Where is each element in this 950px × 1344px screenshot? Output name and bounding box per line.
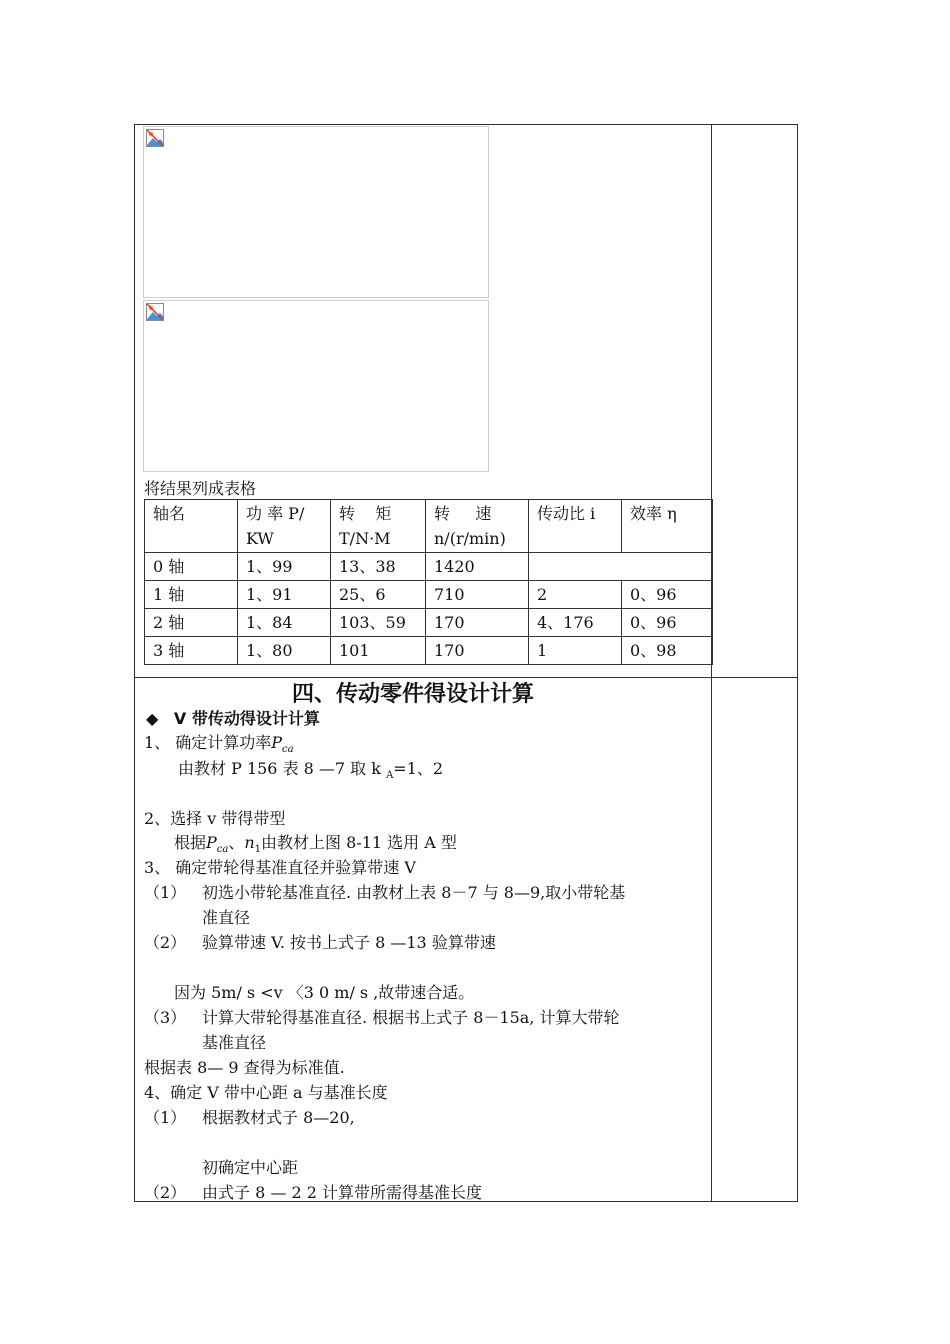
table-cell: 1、84 bbox=[238, 609, 331, 637]
result-caption: 将结果列成表格 bbox=[144, 479, 257, 498]
table-cell: 4、176 bbox=[529, 609, 622, 637]
table-row bbox=[145, 581, 713, 609]
lower-right-column-divider bbox=[711, 677, 712, 1202]
header-cell: 轴名 bbox=[145, 500, 238, 553]
step-2-detail-prefix: 根据 bbox=[174, 833, 207, 852]
table-cell: 103、59 bbox=[331, 609, 426, 637]
broken-image-icon bbox=[146, 303, 164, 321]
table-cell: 170 bbox=[426, 637, 529, 665]
table-cell: 1、91 bbox=[238, 581, 331, 609]
table-cell: 1420 bbox=[426, 553, 529, 581]
table-row bbox=[145, 553, 713, 581]
table-cell: 170 bbox=[426, 609, 529, 637]
subscript-a: A bbox=[386, 770, 394, 782]
step-1-detail-value: =1、2 bbox=[393, 759, 444, 778]
broken-image-2 bbox=[143, 300, 489, 472]
table-cell: 2 轴 bbox=[145, 609, 238, 637]
standard-value-note: 根据表 8— 9 查得为标准值. bbox=[144, 1058, 345, 1077]
table-cell: 710 bbox=[426, 581, 529, 609]
step-4-2-num: （2） bbox=[144, 1183, 187, 1202]
step-3: 3、 确定带轮得基准直径并验算带速 V bbox=[144, 858, 416, 877]
step-2-detail-text: 由教材上图 8-11 选用 A 型 bbox=[261, 833, 457, 852]
table-cell: 1、80 bbox=[238, 637, 331, 665]
subscript-1: 1 bbox=[254, 844, 262, 856]
step-3-1-text-cont: 准直径 bbox=[202, 908, 251, 927]
speed-check-note: 因为 5m/ s <v 〈3 0 m/ s ,故带速合适。 bbox=[174, 983, 475, 1002]
table-header-row bbox=[145, 500, 713, 553]
step-4: 4、确定 V 带中心距 a 与基准长度 bbox=[144, 1083, 388, 1102]
table-cell: 25、6 bbox=[331, 581, 426, 609]
step-3-1-num: （1） bbox=[144, 883, 187, 902]
broken-image-icon bbox=[146, 129, 164, 147]
subsection-heading bbox=[146, 706, 320, 729]
table-row bbox=[145, 637, 713, 665]
step-3-2-num: （2） bbox=[144, 933, 187, 952]
symbol-p: P bbox=[271, 733, 283, 752]
bullet-diamond-icon: ◆ bbox=[146, 709, 159, 728]
symbol-n: n bbox=[244, 833, 255, 852]
section-title: 四、传动零件得设计计算 bbox=[292, 682, 535, 707]
step-3-3-num: （3） bbox=[144, 1008, 187, 1027]
step-1-detail bbox=[178, 756, 443, 781]
table-cell: 13、38 bbox=[331, 553, 426, 581]
header-cell: 转 速 n/(r/min) bbox=[426, 500, 529, 553]
table-cell: 0、96 bbox=[622, 581, 713, 609]
step-1-text: 1、 确定计算功率 bbox=[144, 733, 272, 752]
table-cell: 1、99 bbox=[238, 553, 331, 581]
step-3-2-text: 验算带速 V. 按书上式子 8 —13 验算带速 bbox=[202, 933, 496, 952]
step-4-1-num: （1） bbox=[144, 1108, 187, 1127]
center-distance-note: 初确定中心距 bbox=[202, 1158, 299, 1177]
header-cell: 转 矩 T/N·M bbox=[331, 500, 426, 553]
step-4-1-text: 根据教材式子 8—20, bbox=[202, 1108, 355, 1127]
subscript-ca: ca bbox=[282, 744, 294, 756]
table-cell: 101 bbox=[331, 637, 426, 665]
step-3-3-text: 计算大带轮得基准直径. 根据书上式子 8－15a, 计算大带轮 bbox=[202, 1008, 620, 1027]
header-cell: 传动比 i bbox=[529, 500, 622, 553]
separator: 、 bbox=[228, 833, 245, 852]
step-1 bbox=[144, 730, 294, 755]
step-3-1-text: 初选小带轮基准直径. 由教材上表 8－7 与 8—9,取小带轮基 bbox=[202, 883, 626, 902]
table-cell-merged-empty bbox=[529, 553, 713, 581]
table-cell: 1 轴 bbox=[145, 581, 238, 609]
symbol-p: P bbox=[206, 833, 217, 852]
table-cell: 2 bbox=[529, 581, 622, 609]
subscript-ca: ca bbox=[216, 844, 229, 856]
results-table bbox=[144, 499, 713, 665]
step-2-detail bbox=[174, 830, 457, 855]
step-1-detail-text: 由教材 P 156 表 8 —7 取 k bbox=[178, 759, 387, 778]
step-3-3-text-cont: 基准直径 bbox=[202, 1033, 267, 1052]
header-cell: 功 率 P/ KW bbox=[238, 500, 331, 553]
subsection-title: V 带传动得设计计算 bbox=[173, 709, 320, 728]
step-2: 2、选择 v 带得带型 bbox=[144, 809, 286, 828]
table-cell: 0、98 bbox=[622, 637, 713, 665]
table-cell: 0、96 bbox=[622, 609, 713, 637]
step-4-2-text: 由式子 8 — 2 2 计算带所需得基准长度 bbox=[202, 1183, 482, 1202]
table-row bbox=[145, 609, 713, 637]
broken-image-1 bbox=[143, 126, 489, 298]
table-cell: 1 bbox=[529, 637, 622, 665]
table-cell: 3 轴 bbox=[145, 637, 238, 665]
table-cell: 0 轴 bbox=[145, 553, 238, 581]
header-cell: 效率 η bbox=[622, 500, 713, 553]
